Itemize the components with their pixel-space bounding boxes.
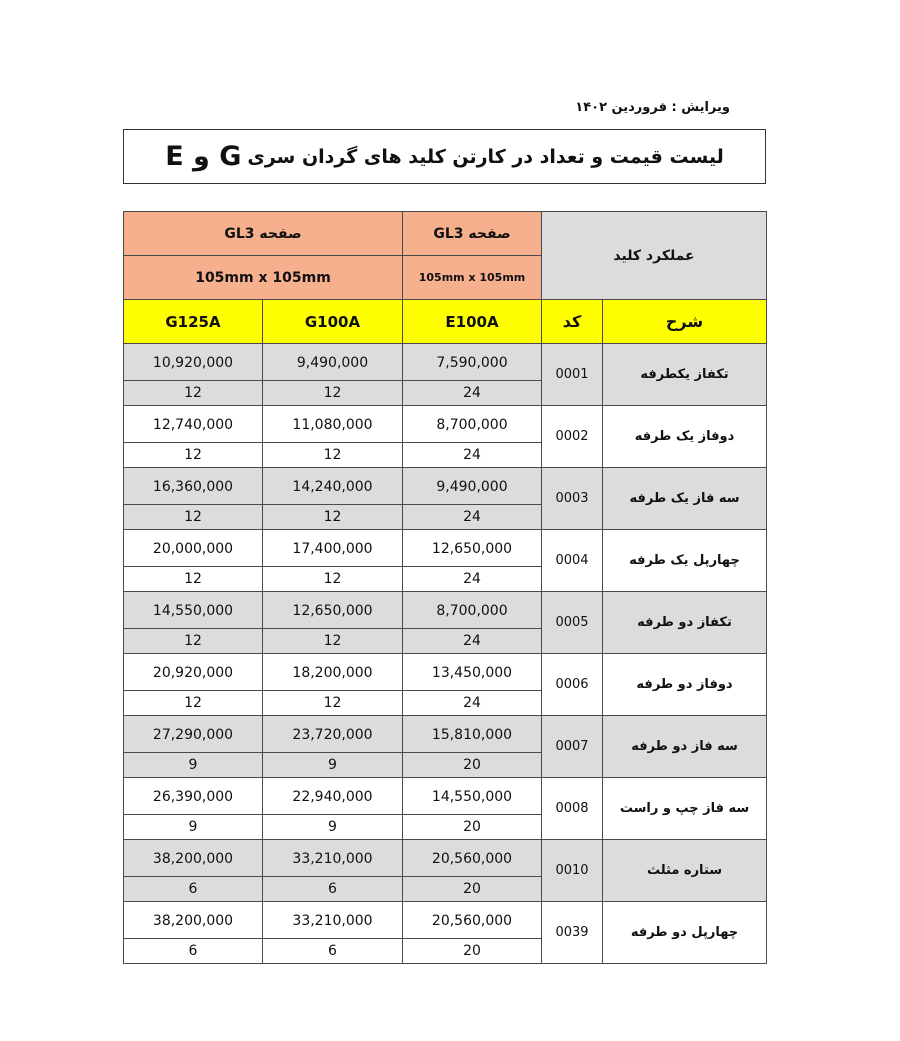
product-code: 0004 <box>542 530 603 592</box>
price-e100a: 7,590,000 <box>403 344 542 381</box>
product-description: سه فاز دو طرفه <box>603 716 767 778</box>
price-g100a: 23,720,000 <box>263 716 403 753</box>
price-g100a: 33,210,000 <box>263 840 403 877</box>
product-description: ستاره مثلث <box>603 840 767 902</box>
product-code: 0003 <box>542 468 603 530</box>
price-g100a: 9,490,000 <box>263 344 403 381</box>
price-e100a: 9,490,000 <box>403 468 542 505</box>
price-g100a: 17,400,000 <box>263 530 403 567</box>
product-description: سه فاز یک طرفه <box>603 468 767 530</box>
title-text: لیست قیمت و تعداد در کارتن کلید های گردان سری <box>247 145 724 168</box>
table-row <box>124 778 767 815</box>
price-e100a: 8,700,000 <box>403 592 542 629</box>
header-function-label: عملکرد کلید <box>542 212 767 300</box>
header-model-row <box>124 300 767 344</box>
product-code: 0008 <box>542 778 603 840</box>
table-row <box>124 406 767 443</box>
product-description: چهارپل دو طرفه <box>603 902 767 964</box>
qty-g100a: 12 <box>263 505 403 530</box>
price-e100a: 8,700,000 <box>403 406 542 443</box>
price-e100a: 20,560,000 <box>403 902 542 939</box>
qty-g125a: 12 <box>124 691 263 716</box>
price-g100a: 33,210,000 <box>263 902 403 939</box>
qty-g125a: 9 <box>124 815 263 840</box>
header-model-e100a: E100A <box>403 300 542 344</box>
price-g125a: 27,290,000 <box>124 716 263 753</box>
qty-g125a: 12 <box>124 381 263 406</box>
qty-e100a: 20 <box>403 877 542 902</box>
qty-g100a: 9 <box>263 815 403 840</box>
header-page-single: صفحه GL3 <box>403 212 542 256</box>
header-code: کد <box>542 300 603 344</box>
table-row <box>124 592 767 629</box>
table-row <box>124 902 767 939</box>
qty-g100a: 12 <box>263 567 403 592</box>
price-g125a: 38,200,000 <box>124 840 263 877</box>
price-e100a: 15,810,000 <box>403 716 542 753</box>
product-description: چهارپل یک طرفه <box>603 530 767 592</box>
price-g125a: 16,360,000 <box>124 468 263 505</box>
qty-g125a: 12 <box>124 629 263 654</box>
qty-g100a: 12 <box>263 629 403 654</box>
product-description: تکفاز دو طرفه <box>603 592 767 654</box>
qty-g100a: 12 <box>263 691 403 716</box>
price-g125a: 14,550,000 <box>124 592 263 629</box>
header-model-g125a: G125A <box>124 300 263 344</box>
qty-e100a: 24 <box>403 381 542 406</box>
price-g100a: 12,650,000 <box>263 592 403 629</box>
qty-g100a: 6 <box>263 877 403 902</box>
price-g100a: 22,940,000 <box>263 778 403 815</box>
qty-g125a: 12 <box>124 443 263 468</box>
product-description: دوفاز یک طرفه <box>603 406 767 468</box>
qty-g125a: 6 <box>124 939 263 964</box>
price-g125a: 38,200,000 <box>124 902 263 939</box>
qty-g125a: 12 <box>124 505 263 530</box>
table-row <box>124 344 767 381</box>
table-row <box>124 530 767 567</box>
header-model-g100a: G100A <box>263 300 403 344</box>
table-row <box>124 468 767 505</box>
qty-g100a: 12 <box>263 381 403 406</box>
qty-g125a: 9 <box>124 753 263 778</box>
product-code: 0001 <box>542 344 603 406</box>
qty-g100a: 6 <box>263 939 403 964</box>
header-size-group: 105mm x 105mm <box>124 256 403 300</box>
price-e100a: 13,450,000 <box>403 654 542 691</box>
price-e100a: 14,550,000 <box>403 778 542 815</box>
price-g125a: 20,000,000 <box>124 530 263 567</box>
page-title <box>123 129 766 184</box>
product-code: 0010 <box>542 840 603 902</box>
header-description: شرح <box>603 300 767 344</box>
qty-e100a: 24 <box>403 443 542 468</box>
price-g125a: 20,920,000 <box>124 654 263 691</box>
qty-e100a: 24 <box>403 691 542 716</box>
product-code: 0002 <box>542 406 603 468</box>
qty-g100a: 9 <box>263 753 403 778</box>
price-table <box>123 211 767 964</box>
price-g125a: 12,740,000 <box>124 406 263 443</box>
product-code: 0039 <box>542 902 603 964</box>
table-row <box>124 840 767 877</box>
product-code: 0005 <box>542 592 603 654</box>
qty-e100a: 24 <box>403 629 542 654</box>
product-description: سه فاز چپ و راست <box>603 778 767 840</box>
price-g100a: 18,200,000 <box>263 654 403 691</box>
table-row <box>124 716 767 753</box>
header-page-group: صفحه GL3 <box>124 212 403 256</box>
price-e100a: 20,560,000 <box>403 840 542 877</box>
product-description: دوفاز دو طرفه <box>603 654 767 716</box>
table-row <box>124 654 767 691</box>
qty-e100a: 20 <box>403 753 542 778</box>
price-g100a: 11,080,000 <box>263 406 403 443</box>
price-g100a: 14,240,000 <box>263 468 403 505</box>
qty-g125a: 12 <box>124 567 263 592</box>
qty-e100a: 20 <box>403 815 542 840</box>
price-g125a: 26,390,000 <box>124 778 263 815</box>
qty-e100a: 24 <box>403 567 542 592</box>
product-code: 0006 <box>542 654 603 716</box>
price-e100a: 12,650,000 <box>403 530 542 567</box>
title-series: G و E <box>165 141 242 172</box>
qty-e100a: 24 <box>403 505 542 530</box>
header-page-row <box>124 212 767 256</box>
header-size-single: 105mm x 105mm <box>403 256 542 300</box>
edition-date: ویرایش : فروردین ۱۴۰۲ <box>575 100 730 115</box>
qty-e100a: 20 <box>403 939 542 964</box>
qty-g100a: 12 <box>263 443 403 468</box>
qty-g125a: 6 <box>124 877 263 902</box>
product-description: تکفاز یکطرفه <box>603 344 767 406</box>
product-code: 0007 <box>542 716 603 778</box>
price-g125a: 10,920,000 <box>124 344 263 381</box>
